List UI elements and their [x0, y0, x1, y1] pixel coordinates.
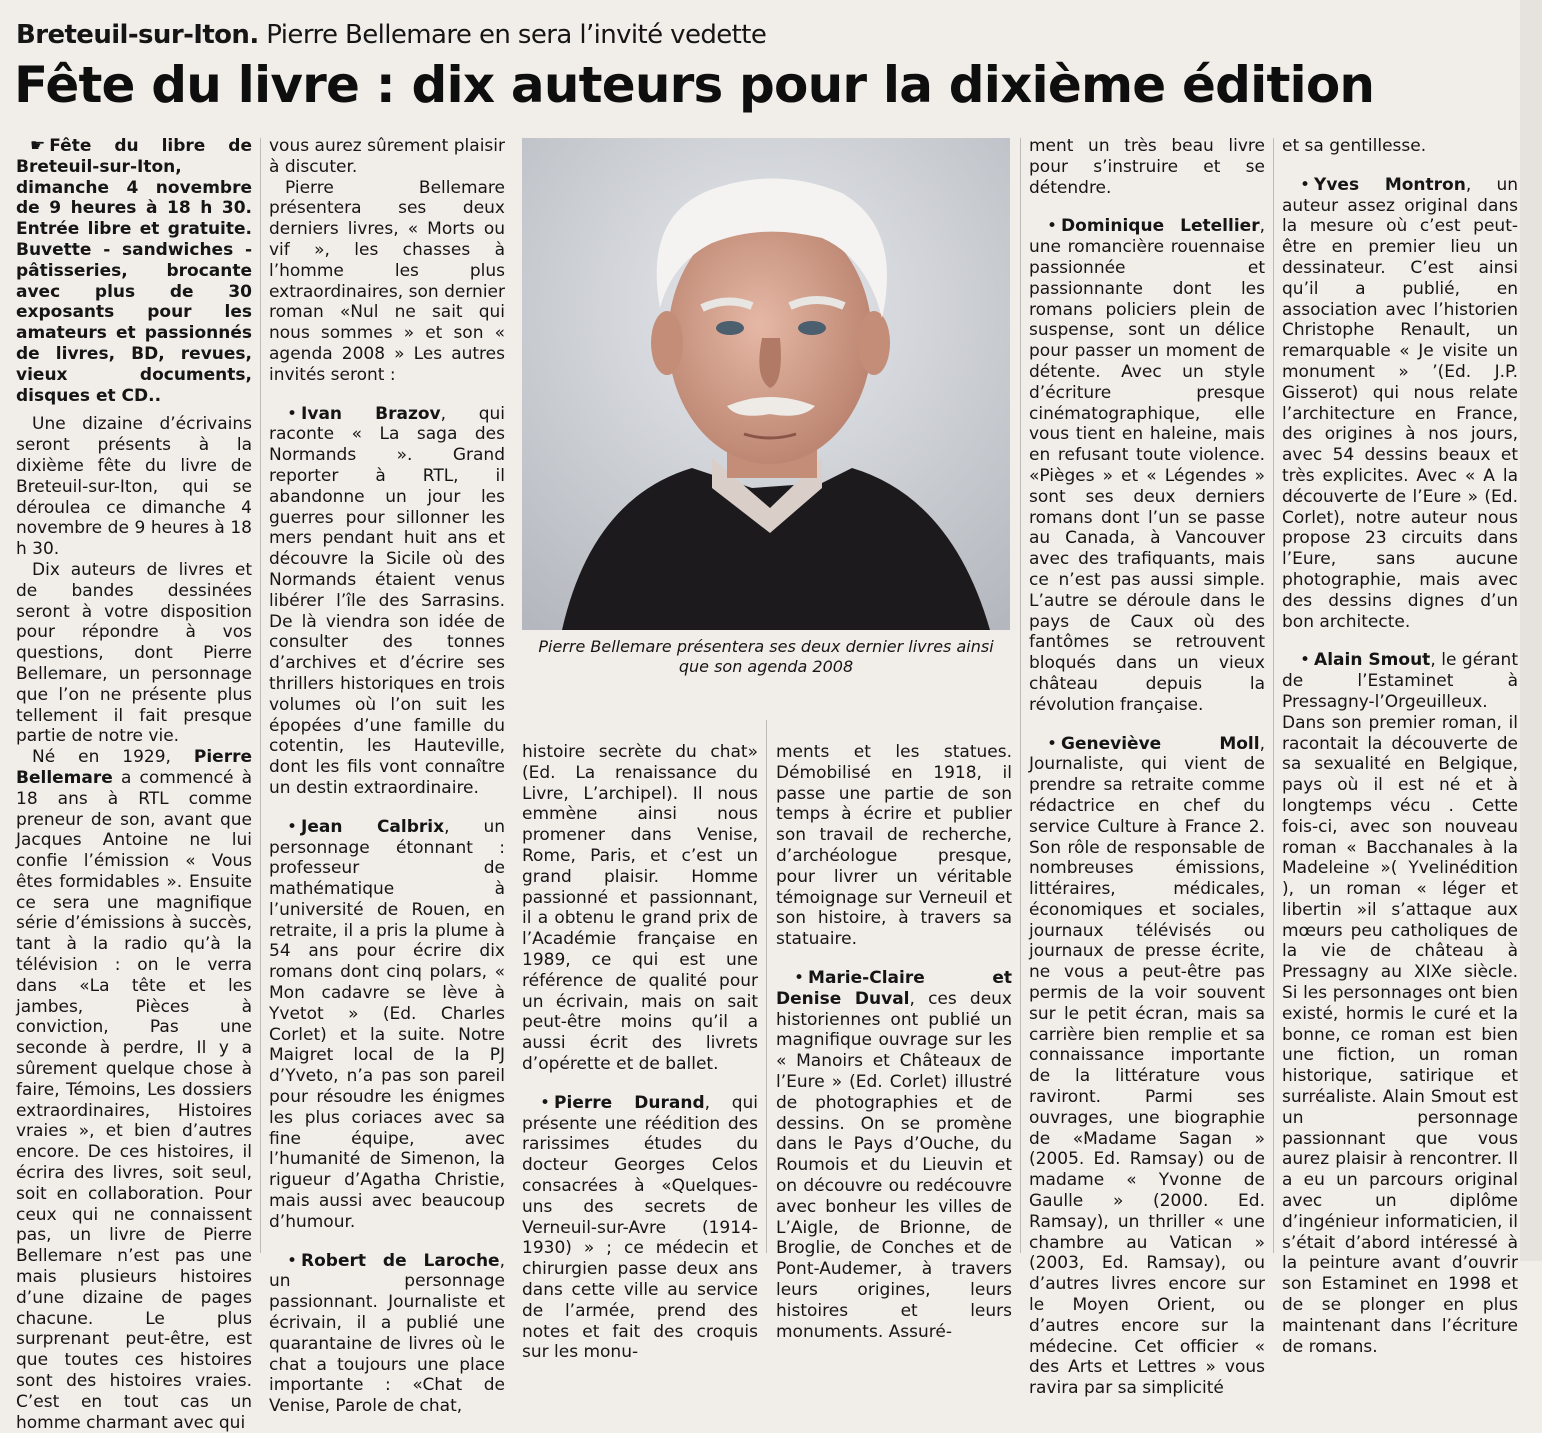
column-5: [1029, 136, 1265, 1399]
column-6: [1282, 136, 1519, 1357]
author-name: Jean Calbrix: [301, 816, 445, 837]
column-divider: [766, 720, 767, 1253]
kicker-location: Breteuil-sur-Iton.: [16, 20, 259, 50]
author-name: Alain Smout: [1314, 650, 1431, 671]
headline: Fête du livre : dix auteurs pour la dixième édition: [14, 56, 1375, 114]
body-paragraph: et sa gentillesse.: [1282, 136, 1427, 156]
bullet-icon: •: [287, 816, 298, 837]
bullet-icon: •: [1047, 216, 1058, 237]
bullet-icon: •: [1047, 733, 1058, 754]
author-entry: • Marie-Claire et Denise Duval, ces deux historiennes ont publié un magnifique ouvrage sur les « Manoirs et Châteaux de l’Eure » (Ed. Corlet) illustré de photographies et de dessins. On se promène dans le Pays d’Ouche, du Roumois et du Lieuvin et on découvre ou redécouvre avec bonheur les villes de L’Aigle, de Brionne, de Broglie, de Conches et de Pont-Audemer, à travers leurs origines, leurs histoires et leurs monuments. Assuré-: [776, 967, 1012, 1342]
column-divider: [260, 138, 261, 1253]
body-paragraph: ment un très beau livre pour s’instruire et se détendre.: [1029, 136, 1265, 198]
author-entry: • Geneviève Moll, Journaliste, qui vient de prendre sa retraite comme rédactrice en chef du service Culture à France 2. Son rôle de responsable de nombreuses émissions, littéraires, médicales, économiques et sociales, journaux télévisés ou journaux de presse écrite, ne vous a peut-être pas permis de la voir souvent sur le petit écran, mais sa carrière bien remplie et sa connaissance importante de la littérature vous raviront. Parmi ses ouvrages, une biographie de «Madame Sagan » (2005. Ed. Ramsay) ou de madame « Yvonne de Gaulle » (2000. Ed. Ramsay), un thriller « une chambre au Vatican » (2003, Ed. Ramsay), ou d’autres livres encore sur le Moyen Orient, ou d’autres encore sur la médecine. Cet officier « des Arts et Lettres » vous ravira par sa simplicité: [1029, 733, 1265, 1399]
column-divider: [1020, 138, 1021, 1253]
column-3: [522, 742, 758, 1363]
bullet-icon: •: [287, 403, 298, 424]
author-entry: • Ivan Brazov, qui raconte « La saga des Normands ». Grand reporter à RTL, il abandonne un jour les guerres pour sillonner les mers pendant huit ans et découvre la Sicile où des Normands étaient venus libérer l’île des Sarrasins. De là viendra son idée de consulter des tonnes d’archives et d’écrire ses thrillers historiques en trois volumes où l’on suit les épopées d’une famille du cotentin, les Hauteville, dont les fils vont connaître un destin extraordinaire.: [269, 403, 505, 798]
body-paragraph: histoire secrète du chat» (Ed. La renaissance du Livre, L’archipel). Il nous emmène ainsi nous promener dans Venise, Rome, Paris, et c’est un grand plaisir. Homme passionné et passionnant, il a obtenu le grand prix de l’Académie française en 1989, ce qui est une référence de qualité pour un écrivain, mais on sait peut-être moins qu’il a aussi écrit des livrets d’opérette et de ballet.: [522, 742, 758, 1074]
adjacent-page-edge: [1520, 0, 1542, 1261]
column-4: [776, 742, 1012, 1342]
photo-caption: Pierre Bellemare présentera ses deux dernier livres ainsi que son agenda 2008: [538, 637, 994, 676]
author-name: Pierre Bellemare: [16, 747, 252, 788]
body-paragraph: ments et les statues. Démobilisé en 1918, il passe une partie de son temps à écrire et publier son travail de recherche, d’archéologue presque, pour livrer un véritable témoignage sur Verneuil et son histoire, à travers sa statuaire.: [776, 742, 1012, 950]
author-name: Pierre Durand: [554, 1092, 705, 1113]
column-2: [269, 136, 506, 1417]
author-entry: • Robert de Laroche, un personnage passionnant. Journaliste et écrivain, il a publié une quarantaine de livres où le chat a toujours une place importante : «Chat de Venise, Parole de chat,: [269, 1250, 505, 1417]
portrait-illustration: [522, 138, 1010, 630]
author-entry: • Yves Montron, un auteur assez original dans la mesure où c’est peut-être en premier lieu un dessinateur. C’est ainsi qu’il a publié, en association avec l’historien Christophe Renault, un remarquable « Je visite un monument » ’(Ed. J.P. Gisserot) qui nous relate l’architecture en France, des origines à nos jours, avec 54 dessins beaux et très explicites. Avec « A la découverte de l’Eure » (Ed. Corlet), notre auteur nous propose 23 circuits dans l’Eure, sans aucune photographie, mais avec des dessins dignes d’un bon architecte.: [1282, 174, 1518, 632]
column-divider: [1273, 138, 1274, 1253]
pointing-hand-icon: ☛: [30, 136, 46, 156]
kicker: [16, 20, 766, 50]
author-name: Dominique Letellier: [1061, 216, 1260, 237]
bullet-icon: •: [794, 967, 805, 988]
author-name: Robert de Laroche: [301, 1250, 500, 1271]
body-paragraph: Pierre Bellemare présentera ses deux derniers livres, « Morts ou vif », les chasses à l’homme les plus extraordinaires, son dernier roman «Nul ne sait qui nous sommes » et son « agenda 2008 » Les autres invités seront :: [269, 177, 505, 385]
column-1: [16, 136, 252, 1433]
author-entry: • Pierre Durand, qui présente une réédition des rarissimes études du docteur Georges Celos consacrées à «Quelques-uns des secrets de Verneuil-sur-Avre (1914-1930) » ; ce médecin et chirurgien passe deux ans dans cette ville au service de l’armée, prend des notes et fait des croquis sur les monu-: [522, 1092, 758, 1363]
portrait-photo: [522, 138, 1010, 630]
bullet-icon: •: [1300, 650, 1311, 671]
body-paragraph: Né en 1929, Pierre Bellemare a commencé à 18 ans à RTL comme preneur de son, avant que Jacques Antoine ne lui confie l’émission « Vous êtes formidables ». Ensuite ce sera une magnifique série d’émissions à succès, tant à la radio qu’à la télévision : on le verra dans «La tête et les jambes, Pièces à conviction, Pas une seconde à perdre, Il y a sûrement quelque chose à faire, Témoins, Les dossiers extraordinaires, Histoires vraies », et bien d’autres encore. De ces histoires, il écrira des livres, soit seul, soit en collaboration. Pour ceux qui ne connaissent pas, un livre de Pierre Bellemare n’est pas une mais plusieurs histoires d’une dizaine de pages chacune. Le plus surprenant peut-être, est que toutes ces histoires sont des histoires vraies. C’est en tout cas un homme charmant avec qui: [16, 747, 252, 1433]
author-name: Yves Montron: [1314, 174, 1466, 195]
body-paragraph: Une dizaine d’écrivains seront présents à la dixième fête du livre de Breteuil-sur-Iton, qui se déroulea ce dimanche 4 novembre de 9 heures à 18 h 30.: [16, 414, 252, 560]
bullet-icon: •: [540, 1092, 551, 1113]
author-entry: • Dominique Letellier, une romancière rouennaise passionnée et passionnante dont les romans policiers plein de suspense, sont un délice pour passer un moment de détente. Avec un style d’écriture presque cinématographique, elle vous tient en haleine, mais en refusant toute violence. «Pièges » et « Légendes » sont ses deux derniers romans dont l’un se passe au Canada, à Vancouver avec des trafiquants, mais ce n’est pas aussi simple. L’autre se déroule dans le pays de Caux où des fantômes se retrouvent bloqués dans un vieux château depuis la révolution française.: [1029, 216, 1265, 715]
lead-paragraph: ☛ Fête du libre de Breteuil-sur-Iton, dimanche 4 novembre de 9 heures à 18 h 30. Entrée libre et gratuite. Buvette - sandwiches - pâtisseries, brocante avec plus de 30 exposants pour les amateurs et passionnés de livres, BD, revues, vieux documents, disques et CD..: [16, 136, 252, 406]
bullet-icon: •: [287, 1250, 298, 1271]
author-name: Ivan Brazov: [301, 403, 441, 424]
author-name: Geneviève Moll: [1061, 733, 1260, 754]
body-paragraph: vous aurez sûrement plaisir à discuter.: [269, 136, 505, 177]
body-paragraph: Dix auteurs de livres et de bandes dessinées seront à votre disposition pour répondre à vos questions, dont Pierre Bellemare, un personnage que l’on ne présente plus tellement il fait presque partie de notre vie.: [16, 559, 252, 747]
author-name: Marie-Claire et Denise Duval: [776, 967, 1012, 1009]
author-entry: • Jean Calbrix, un personnage étonnant : professeur de mathématique à l’université de Rouen, en retraite, il a pris la plume à 54 ans pour écrire dix romans dont cinq polars, « Mon cadavre se lève à Yvetot » (Ed. Charles Corlet) et la suite. Notre Maigret local de la PJ d’Yveto, n’a pas son pareil pour résoudre les énigmes les plus coriaces avec sa fine équipe, avec l’humanité de Simenon, la rigueur d’Agatha Christie, mais aussi avec beaucoup d’humour.: [269, 816, 506, 1232]
author-entry: • Alain Smout, le gérant de l’Estaminet à Pressagny-l’Orgeuilleux. Dans son premier roman, il racontait la découverte de sa sexualité en Belgique, pays où il est né et à longtemps vécu . Cette fois-ci, avec son nouveau roman « Bacchanales à la Madeleine »( Yvelinédition ), un roman « léger et libertin »il s’attaque aux mœurs peu catholiques de la vie de château à Pressagny au XIXe siècle. Si les personnages ont bien existé, hormis le curé et la bonne, ce roman est bien une fiction, un roman historique, satirique et surréaliste. Alain Smout est un personnage passionnant que vous aurez plaisir à rencontrer. Il a eu un parcours original avec un diplôme d’ingénieur informaticien, il s’était d’abord intéressé à la peinture avant d’ouvrir son Estaminet en 1998 et de se plonger en plus maintenant dans l’écriture de romans.: [1282, 650, 1519, 1357]
kicker-text: Pierre Bellemare en sera l’invité vedette: [266, 20, 767, 50]
bullet-icon: •: [1300, 174, 1311, 195]
